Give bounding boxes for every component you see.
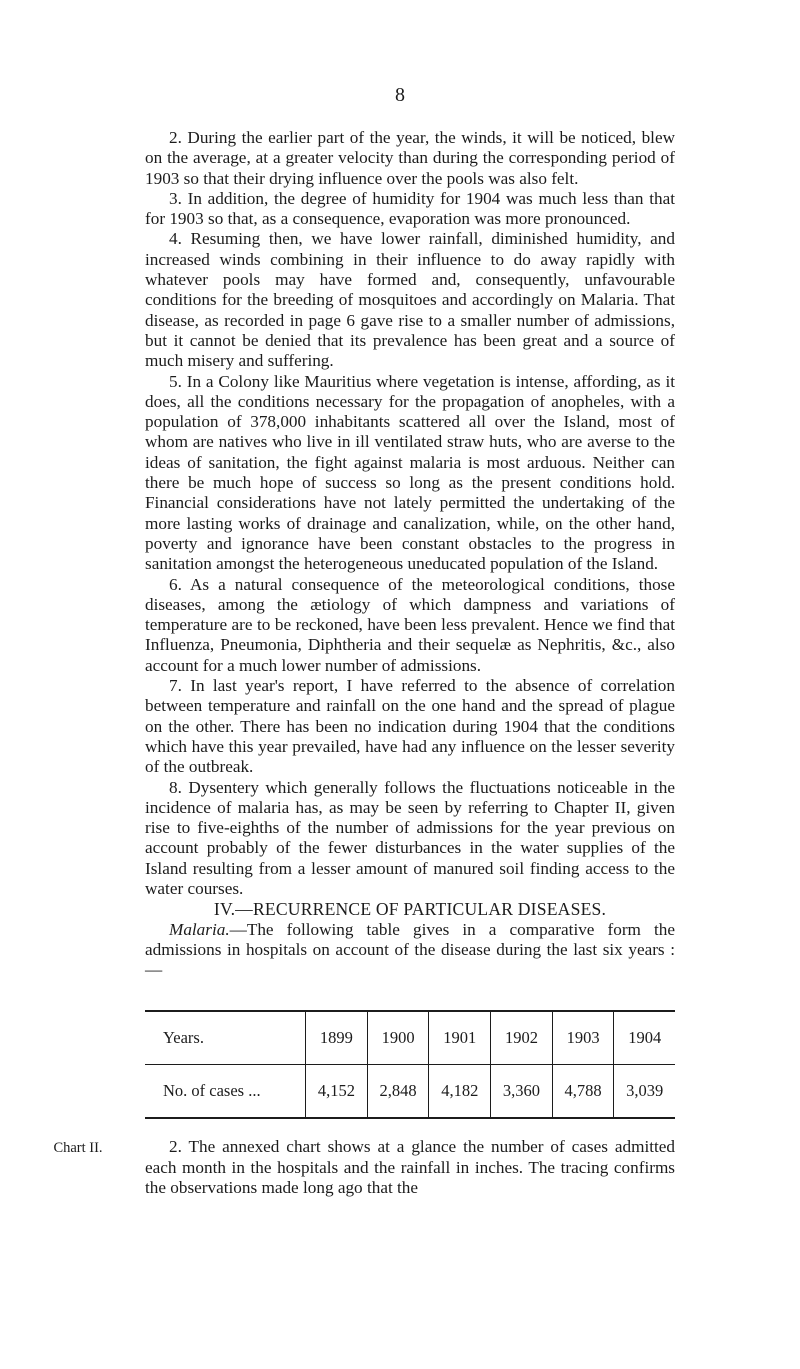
table-row-years [145, 1011, 675, 1065]
malaria-label: Malaria. [169, 919, 230, 939]
section-heading: IV.—RECURRENCE OF PARTICULAR DISEASES. [213, 899, 607, 920]
cases-cell: 4,182 [429, 1065, 491, 1119]
malaria-admissions-table [145, 1010, 675, 1119]
cases-cell: 3,360 [491, 1065, 553, 1119]
year-cell: 1899 [306, 1011, 368, 1065]
margin-note-chart-ii: Chart II. [53, 1140, 103, 1157]
page-number: 8 [395, 84, 405, 106]
year-cell: 1900 [367, 1011, 429, 1065]
paragraph-3: 3. In addition, the degree of humidity for 1904 was much less than that for 1903 so that, as a consequence, evaporation was more pronounced. [145, 188, 675, 229]
table-row-cases [145, 1065, 675, 1119]
cases-leader: ... [248, 1081, 261, 1101]
paragraph-8: 8. Dysentery which generally follows the fluctuations noticeable in the incidence of malaria has, as may be seen by referring to Chapter II, given rise to five-eighths of the number of admissions for the year previous on account probably of the fewer disturbances in the water supplies of the Island resulting from a lesser amount of manured soil finding access to the water courses. [145, 777, 675, 898]
paragraph-7: 7. In last year's report, I have referred to the absence of correlation between temperature and rainfall on the one hand and the spread of plague on the other. There has been no indication during 1904 that the conditions which have this year prevailed, have had any influence on the lesser severity of the outbreak. [145, 676, 675, 777]
document-body [145, 128, 675, 1198]
year-cell: 1902 [491, 1011, 553, 1065]
paragraph-5: 5. In a Colony like Mauritius where vegetation is intense, affording, as it does, all the conditions necessary for the propagation of anopheles, with a population of 378,000 inhabitants scattered all over the Island, most of whom are natives who live in ill ventilated straw huts, who are averse to the ideas of sanitation, the fight against malaria is most arduous. Neither can there be much hope of success so long as the present conditions hold. Financial considerations have not lately permitted the undertaking of the more lasting works of drainage and canalization, while, on the other hand, poverty and ignorance have been constant obstacles to the progress in sanitation amongst the heterogeneous uneducated population of the Island. [145, 371, 675, 574]
cases-label: No. of cases [163, 1081, 245, 1101]
year-cell: 1903 [552, 1011, 614, 1065]
closing-paragraph: 2. The annexed chart shows at a glance the number of cases admitted each month in the hospitals and the rainfall in inches. The tracing confirms the observations made long ago that the [145, 1137, 675, 1198]
year-cell: 1901 [429, 1011, 491, 1065]
paragraph-4: 4. Resuming then, we have lower rainfall, diminished humidity, and increased winds combining in their influence to do away rapidly with whatever pools may have formed and, consequently, unfavourable conditions for the breeding of mosquitoes and accordingly on Malaria. That disease, as recorded in page 6 gave rise to a smaller number of admissions, but it cannot be denied that its prevalence has been great and a source of much misery and suffering. [145, 229, 675, 371]
cases-cell: 4,152 [306, 1065, 368, 1119]
years-label: Years. [163, 1028, 204, 1048]
malaria-intro [145, 920, 675, 981]
cases-cell: 4,788 [552, 1065, 614, 1119]
malaria-intro-text: —The following table gives in a comparative form the admissions in hospitals on account of the disease during the last six years :— [145, 919, 675, 980]
paragraph-2: 2. During the earlier part of the year, the winds, it will be noticed, blew on the average, at a greater velocity than during the corresponding period of 1903 so that their drying influence over the pools was also felt. [145, 128, 675, 188]
cases-cell: 2,848 [367, 1065, 429, 1119]
paragraph-6: 6. As a natural consequence of the meteorological conditions, those diseases, among the ætiology of which dampness and variations of temperature are to be reckoned, have been less prevalent. Hence we find that Influenza, Pneumonia, Diphtheria and their sequelæ as Nephritis, &c., also account for a much lower number of admissions. [145, 574, 675, 675]
cases-cell: 3,039 [614, 1065, 675, 1119]
cases-label-cell [145, 1065, 306, 1119]
year-cell: 1904 [614, 1011, 675, 1065]
